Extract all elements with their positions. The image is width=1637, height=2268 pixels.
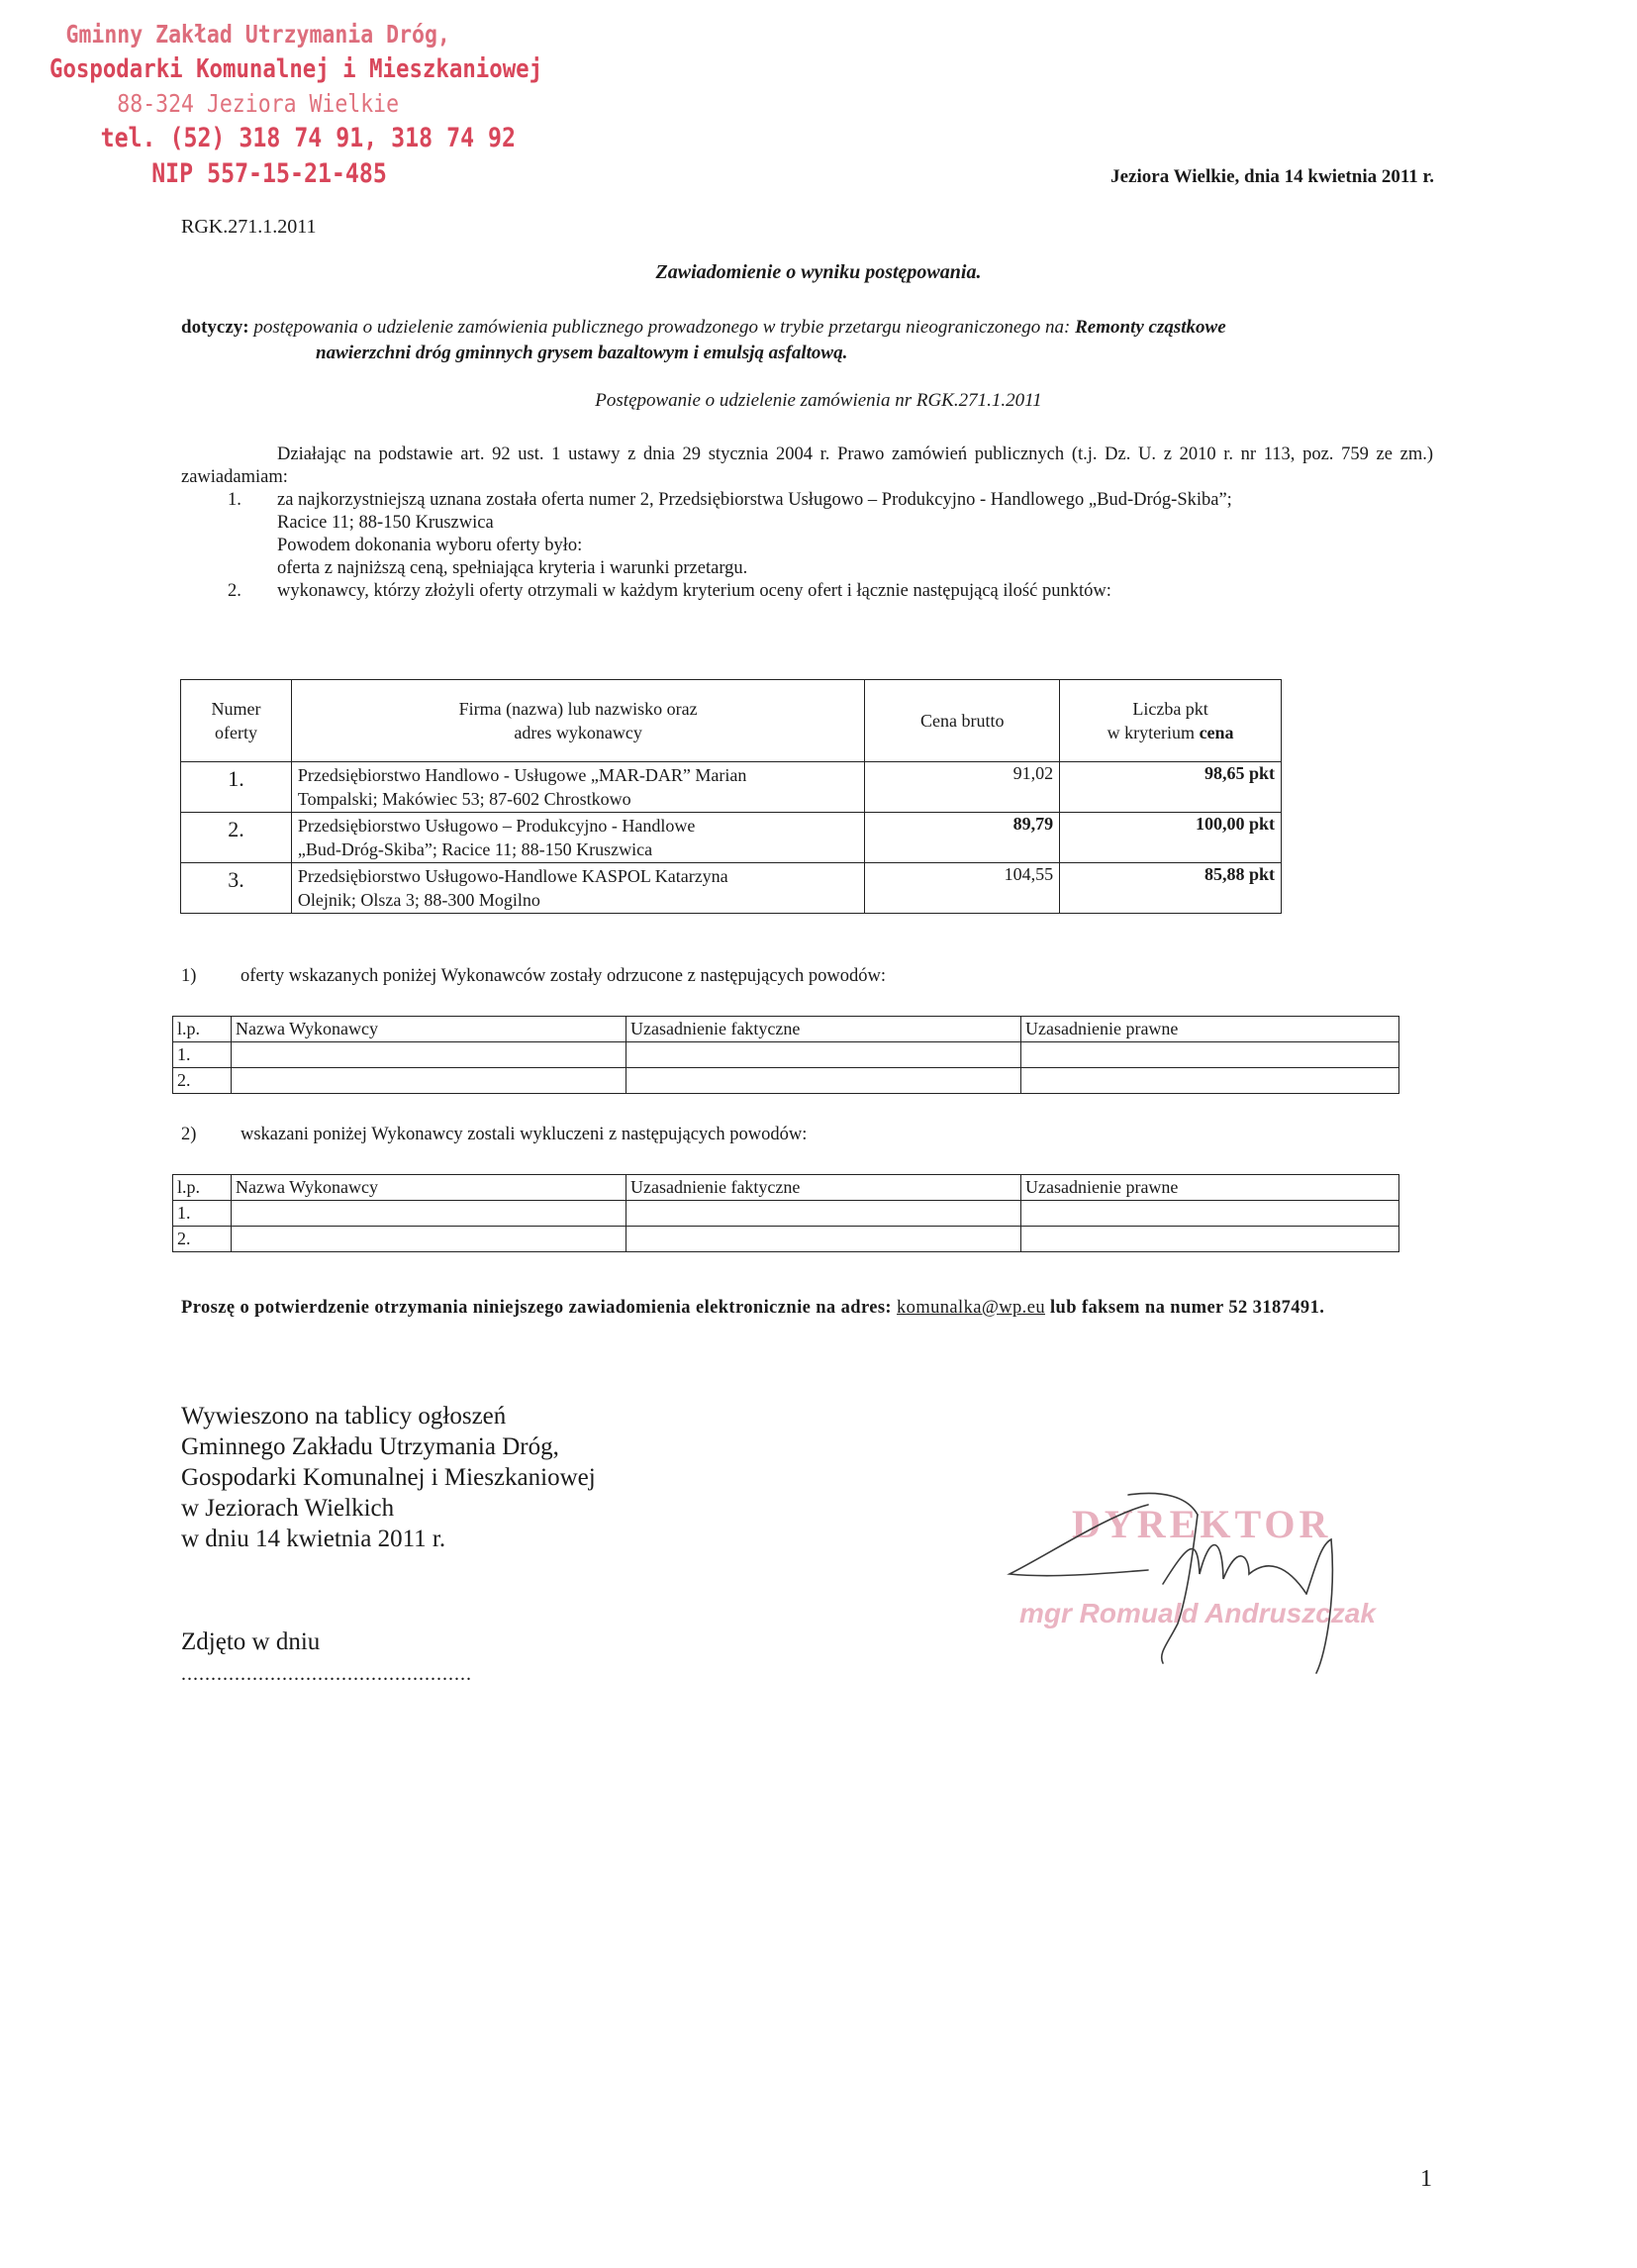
posted-notice [181, 1401, 596, 1554]
director-stamp-name: mgr Romuald Andruszczak [1019, 1598, 1376, 1628]
confirmation-fax: lub faksem na numer 52 3187491. [1050, 1298, 1325, 1318]
table-cell [232, 1201, 626, 1227]
concerns-label: dotyczy: [181, 317, 249, 338]
point-line: za najkorzystniejszą uznana została oferta numer 2, Przedsiębiorstwa Usługowo – Produkcyjno - Handlowego „Bud-Dróg-Skiba”; [277, 490, 1232, 510]
row-number: 1. [173, 1042, 232, 1068]
body-text [181, 444, 1433, 603]
removed-date-placeholder: ................................................. [181, 1663, 472, 1685]
table-row [181, 863, 1282, 914]
page-number: 1 [1420, 2166, 1432, 2192]
removed-label: Zdjęto w dniu [181, 1628, 321, 1655]
firm-name: Przedsiębiorstwo Usługowo-Handlowe KASPOL Katarzyna Olejnik; Olsza 3; 88-300 Mogilno [291, 863, 864, 914]
firm-name: Przedsiębiorstwo Handlowo - Usługowe „MAR-DAR” Marian Tompalski; Makówiec 53; 87-602 Chrostkowo [291, 762, 864, 813]
confirmation-request [181, 1295, 1433, 1321]
table-cell [1021, 1068, 1399, 1094]
document-title: Zawiadomienie o wyniku postępowania. [655, 261, 982, 283]
results-table [180, 679, 1282, 914]
gross-price: 104,55 [865, 863, 1060, 914]
header-points: Liczba pkt w kryterium cena [1060, 680, 1282, 762]
header-legal-justification: Uzasadnienie prawne [1021, 1017, 1399, 1042]
point-line: Racice 11; 88-150 Kruszwica [277, 513, 494, 533]
stamp-phone: tel. (52) 318 74 91, 318 74 92 [100, 123, 516, 153]
firm-name: Przedsiębiorstwo Usługowo – Produkcyjno - Handlowe „Bud-Dróg-Skiba”; Racice 11; 88-150 Kruszwica [291, 813, 864, 863]
table-header-row [181, 680, 1282, 762]
rejected-number: 1) [181, 966, 197, 986]
offer-number: 3. [181, 863, 292, 914]
table-row [173, 1042, 1399, 1068]
header-contractor-name: Nazwa Wykonawcy [232, 1175, 626, 1201]
handwritten-signature [990, 1475, 1405, 1683]
header-factual-justification: Uzasadnienie faktyczne [626, 1017, 1021, 1042]
rejected-table [172, 1016, 1399, 1094]
rejected-text: oferty wskazanych poniżej Wykonawców zostały odrzucone z następujących powodów: [241, 966, 886, 986]
reference-number: RGK.271.1.2011 [181, 216, 317, 238]
table-row [173, 1227, 1399, 1252]
offer-number: 1. [181, 762, 292, 813]
table-cell [626, 1227, 1021, 1252]
stamp-line-1: Gminny Zakład Utrzymania Dróg, [65, 20, 450, 49]
excluded-note [181, 1125, 807, 1145]
letterhead-stamp [49, 18, 543, 192]
stamp-line-3: 88-324 Jeziora Wielkie [117, 89, 400, 118]
director-stamp-title: DYREKTOR [1072, 1502, 1332, 1546]
stamp-line-2: Gospodarki Komunalnej i Mieszkaniowej [49, 54, 543, 84]
document-date: Jeziora Wielkie, dnia 14 kwietnia 2011 r. [1110, 166, 1434, 187]
points-value: 85,88 pkt [1060, 863, 1282, 914]
table-cell [232, 1227, 626, 1252]
table-cell [626, 1042, 1021, 1068]
row-number: 1. [173, 1201, 232, 1227]
table-header-row [173, 1175, 1399, 1201]
procedure-number: Postępowanie o udzielenie zamówienia nr RGK.271.1.2011 [595, 390, 1042, 411]
row-number: 2. [173, 1068, 232, 1094]
excluded-number: 2) [181, 1125, 197, 1144]
header-contractor-name: Nazwa Wykonawcy [232, 1017, 626, 1042]
header-firm: Firma (nazwa) lub nazwisko oraz adres wykonawcy [291, 680, 864, 762]
excluded-text: wskazani poniżej Wykonawcy zostali wykluczeni z następujących powodów: [241, 1125, 808, 1144]
posted-line: Wywieszono na tablicy ogłoszeń [181, 1403, 507, 1430]
posted-line: w dniu 14 kwietnia 2011 r. [181, 1526, 446, 1552]
points-list [181, 489, 1433, 603]
header-lp: l.p. [173, 1017, 232, 1042]
gross-price: 89,79 [865, 813, 1060, 863]
points-value: 98,65 pkt [1060, 762, 1282, 813]
table-row [181, 762, 1282, 813]
list-item [228, 580, 1433, 603]
concerns-subject-2: nawierzchni dróg gminnych grysem bazaltowym i emulsją asfaltową. [316, 343, 848, 363]
excluded-table [172, 1174, 1399, 1252]
header-legal-justification: Uzasadnienie prawne [1021, 1175, 1399, 1201]
table-cell [1021, 1201, 1399, 1227]
concerns-text: postępowania o udzielenie zamówienia publicznego prowadzonego w trybie przetargu nieograniczonego na: [253, 317, 1071, 338]
header-offer-number: Numer oferty [181, 680, 292, 762]
table-cell [1021, 1227, 1399, 1252]
table-header-row [173, 1017, 1399, 1042]
posted-line: w Jeziorach Wielkich [181, 1495, 395, 1522]
offer-number: 2. [181, 813, 292, 863]
concerns-paragraph [181, 315, 1433, 366]
table-row [181, 813, 1282, 863]
confirmation-text: Proszę o potwierdzenie otrzymania niniejszego zawiadomienia elektronicznie na adres: [181, 1298, 892, 1318]
header-lp: l.p. [173, 1175, 232, 1201]
rejected-note [181, 966, 886, 987]
header-price: Cena brutto [865, 680, 1060, 762]
row-number: 2. [173, 1227, 232, 1252]
table-cell [232, 1068, 626, 1094]
email-link[interactable]: komunalka@wp.eu [897, 1298, 1045, 1318]
point-line: oferta z najniższą ceną, spełniająca kryteria i warunki przetargu. [277, 558, 748, 578]
table-cell [232, 1042, 626, 1068]
list-item [228, 489, 1433, 580]
gross-price: 91,02 [865, 762, 1060, 813]
header-factual-justification: Uzasadnienie faktyczne [626, 1175, 1021, 1201]
point-number: 1. [228, 490, 241, 510]
table-row [173, 1201, 1399, 1227]
intro-paragraph: Działając na podstawie art. 92 ust. 1 ustawy z dnia 29 stycznia 2004 r. Prawo zamówień publicznych (t.j. Dz. U. z 2010 r. nr 113, poz. 759 ze zm.) zawiadamiam: [181, 444, 1433, 487]
concerns-subject-1: Remonty cząstkowe [1075, 317, 1226, 338]
table-cell [626, 1201, 1021, 1227]
table-cell [626, 1068, 1021, 1094]
point-line: Powodem dokonania wyboru oferty było: [277, 536, 583, 555]
points-value: 100,00 pkt [1060, 813, 1282, 863]
stamp-nip: NIP 557-15-21-485 [151, 158, 387, 189]
table-row [173, 1068, 1399, 1094]
posted-line: Gminnego Zakładu Utrzymania Dróg, [181, 1433, 559, 1460]
table-cell [1021, 1042, 1399, 1068]
point-number: 2. [228, 581, 241, 601]
posted-line: Gospodarki Komunalnej i Mieszkaniowej [181, 1464, 596, 1491]
point-line: wykonawcy, którzy złożyli oferty otrzymali w każdym kryterium oceny ofert i łącznie następującą ilość punktów: [277, 581, 1111, 601]
